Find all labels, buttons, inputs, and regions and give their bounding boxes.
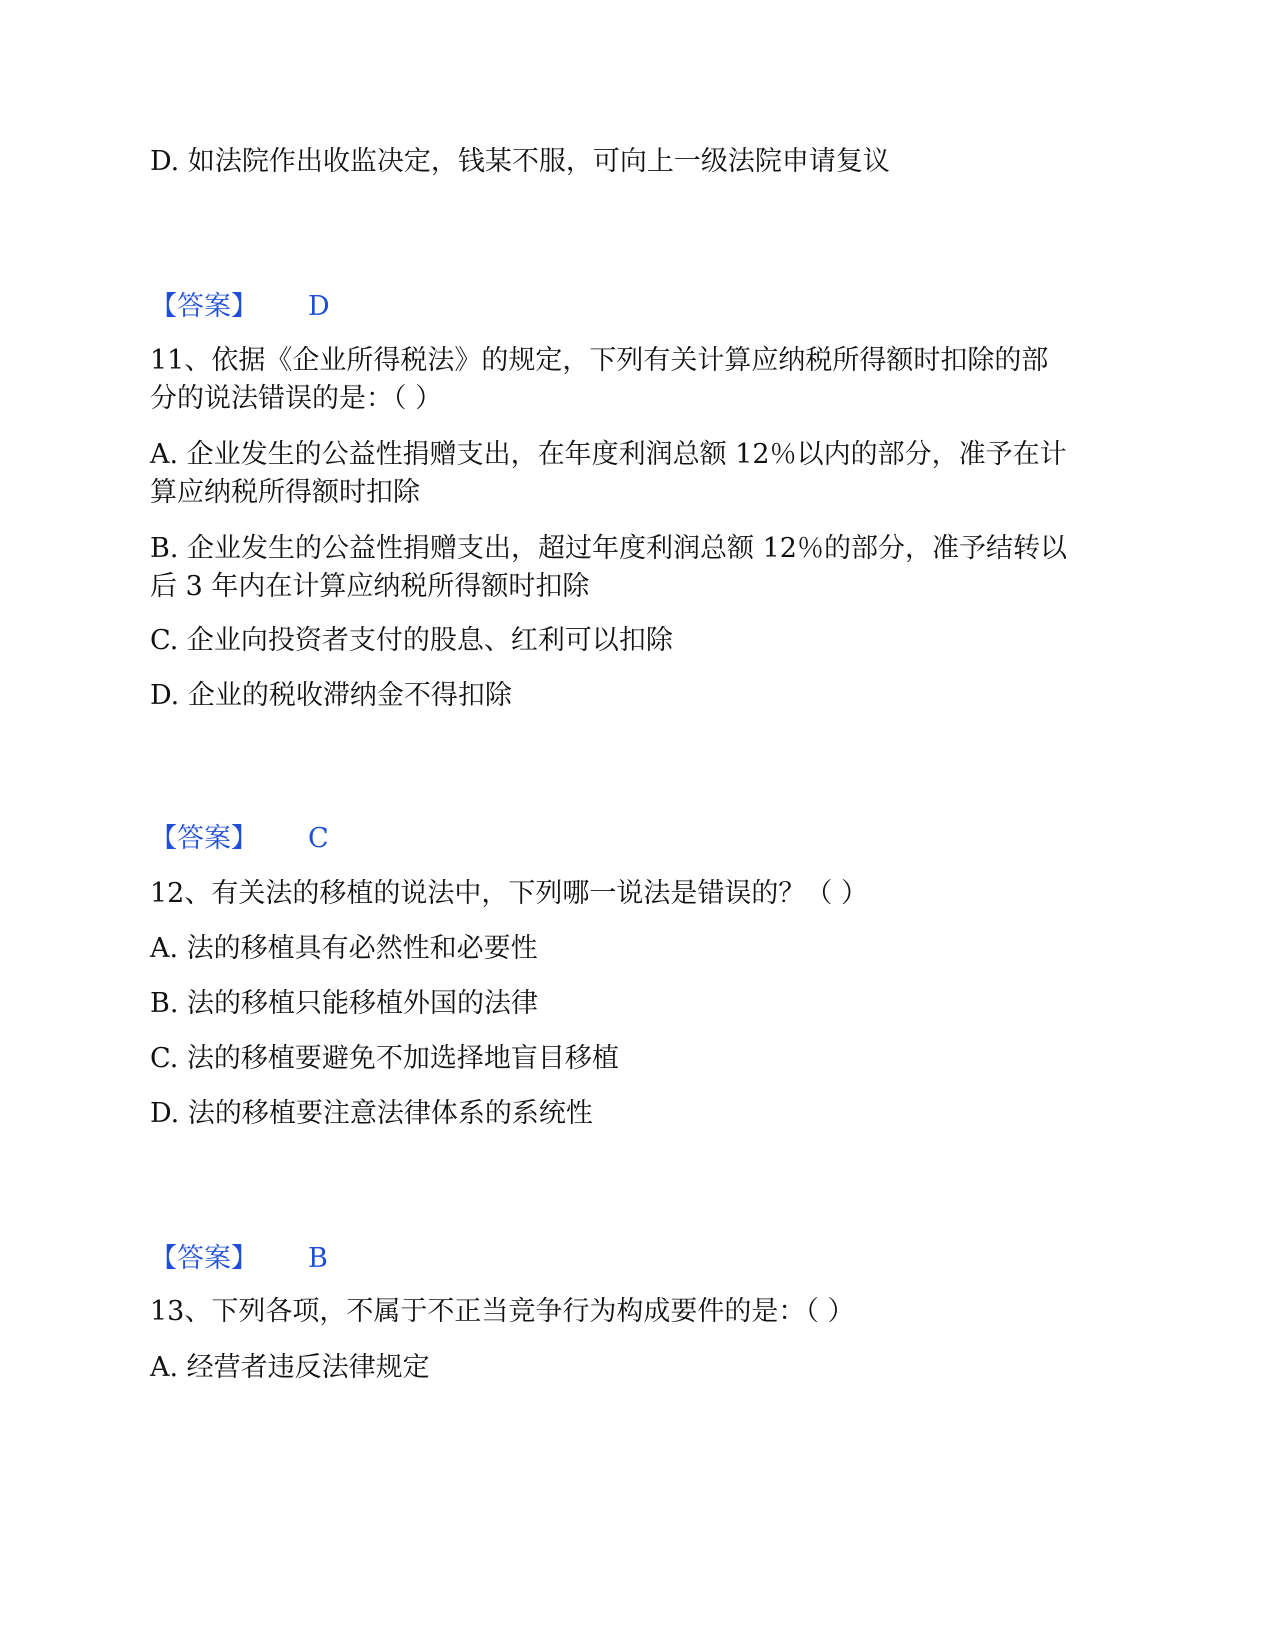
- q13-option-a: A. 经营者违反法律规定: [150, 1352, 430, 1383]
- q11-option-a-line-2: 算应纳税所得额时扣除: [150, 477, 420, 508]
- q13-stem: 13、下列各项，不属于不正当竞争行为构成要件的是：（ ）: [150, 1296, 855, 1327]
- q12-option-b: B. 法的移植只能移植外国的法律: [150, 988, 539, 1019]
- q11-option-a-line-1: A. 企业发生的公益性捐赠支出，在年度利润总额 12％以内的部分，准予在计: [150, 439, 1067, 470]
- answer-letter: B: [308, 1243, 328, 1274]
- q11-option-b-line-2: 后 3 年内在计算应纳税所得额时扣除: [150, 571, 590, 602]
- q11-stem-line-2: 分的说法错误的是：（ ）: [150, 383, 443, 414]
- q11-option-c: C. 企业向投资者支付的股息、红利可以扣除: [150, 625, 673, 656]
- answer-label: 【答案】: [150, 291, 258, 322]
- q10-answer: [150, 288, 330, 326]
- q12-answer: [150, 1240, 328, 1278]
- answer-letter: C: [308, 823, 329, 854]
- answer-label: 【答案】: [150, 1243, 258, 1274]
- answer-label: 【答案】: [150, 823, 258, 854]
- prev-option-d: D. 如法院作出收监决定，钱某不服，可向上一级法院申请复议: [150, 146, 890, 177]
- q11-stem-line-1: 11、依据《企业所得税法》的规定，下列有关计算应纳税所得额时扣除的部: [150, 345, 1049, 376]
- q11-option-b-line-1: B. 企业发生的公益性捐赠支出，超过年度利润总额 12％的部分，准予结转以: [150, 533, 1067, 564]
- q12-option-c: C. 法的移植要避免不加选择地盲目移植: [150, 1043, 619, 1074]
- q11-option-d: D. 企业的税收滞纳金不得扣除: [150, 680, 512, 711]
- q12-option-a: A. 法的移植具有必然性和必要性: [150, 933, 538, 964]
- q12-option-d: D. 法的移植要注意法律体系的系统性: [150, 1098, 593, 1129]
- q12-stem: 12、有关法的移植的说法中，下列哪一说法是错误的？（ ）: [150, 878, 868, 909]
- answer-letter: D: [308, 291, 330, 322]
- q11-answer: [150, 820, 329, 858]
